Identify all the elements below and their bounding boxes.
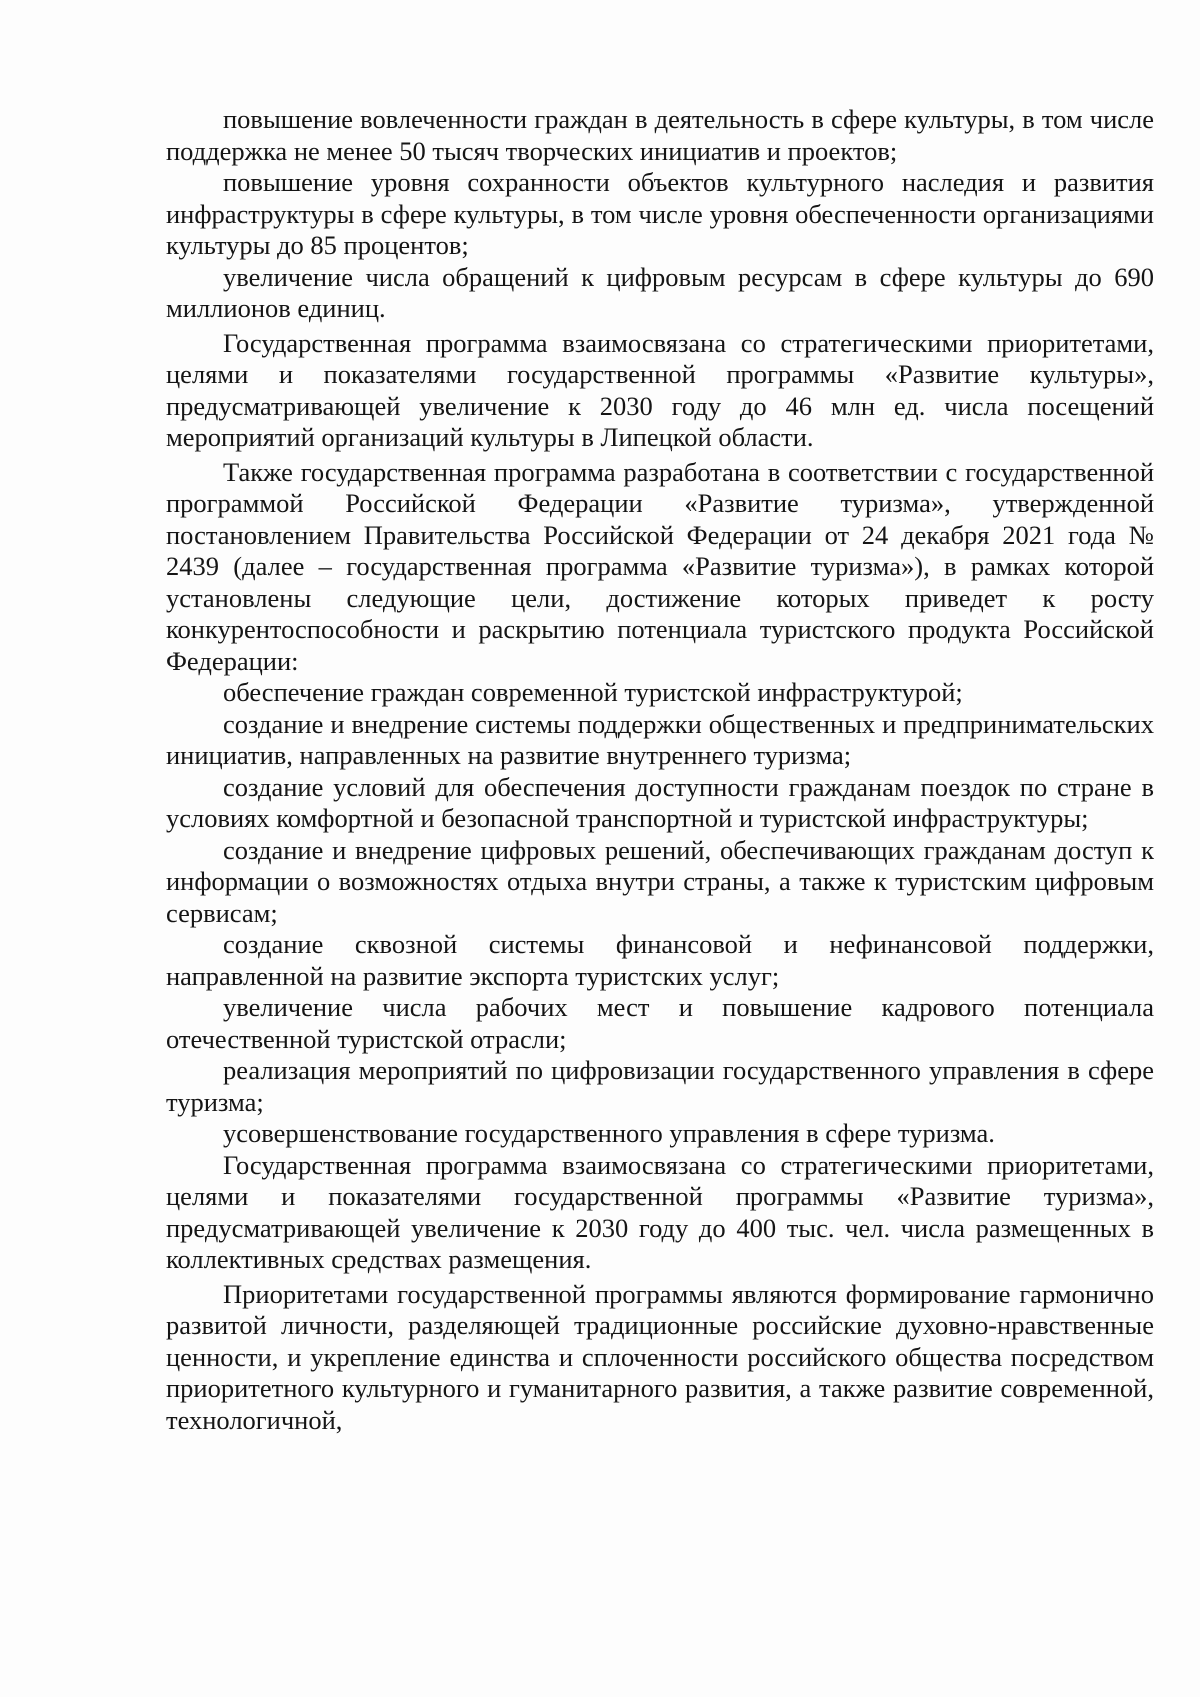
list-item-digital-solutions: создание и внедрение цифровых решений, обеспечивающих гражданам доступ к информации о возможностях отдыха внутри страны, а также к туристским цифровым сервисам;	[166, 834, 1154, 928]
paragraph-tourism-program-link: Государственная программа взаимосвязана со стратегическими приоритетами, целями и показателями государственной программы «Развитие туризма», предусматривающей увеличение к 2030 году до 400 тыс. чел. числа размещенных в коллективных средствах размещения.	[166, 1149, 1154, 1274]
paragraph-culture-program-link: Государственная программа взаимосвязана со стратегическими приоритетами, целями и показателями государственной программы «Развитие культуры», предусматривающей увеличение к 2030 году до 46 млн ед. числа посещений мероприятий организаций культуры в Липецкой области.	[166, 327, 1154, 452]
list-item-jobs-personnel: увеличение числа рабочих мест и повышение кадрового потенциала отечественной туристской отрасли;	[166, 992, 1154, 1054]
paragraph-digital-resources: увеличение числа обращений к цифровым ресурсам в сфере культуры до 690 миллионов единиц.	[166, 261, 1154, 323]
list-item-export-support: создание сквозной системы финансовой и нефинансовой поддержки, направленной на развитие экспорта туристских услуг;	[166, 929, 1154, 991]
list-item-governance-improvement: усовершенствование государственного управления в сфере туризма.	[223, 1118, 995, 1148]
list-item-travel-accessibility: создание условий для обеспечения доступности гражданам поездок по стране в условиях комфортной и безопасной транспортной и туристской инфраструктуры;	[166, 771, 1154, 833]
list-item-support-initiatives: создание и внедрение системы поддержки общественных и предпринимательских инициатив, направленных на развитие внутреннего туризма;	[166, 708, 1154, 770]
paragraph-program-priorities: Приоритетами государственной программы являются формирование гармонично развитой личности, разделяющей традиционные российские духовно-нравственные ценности, и укрепление единства и сплоченности российского общества посредством приоритетного культурного и гуманитарного развития, а также развитие современной, технологичной,	[166, 1278, 1154, 1435]
paragraph-culture-engagement: повышение вовлеченности граждан в деятельность в сфере культуры, в том числе поддержка не менее 50 тысяч творческих инициатив и проектов;	[166, 104, 1154, 166]
document-body	[166, 104, 1154, 1436]
list-item-tourism-infrastructure: обеспечение граждан современной туристской инфраструктурой;	[223, 677, 963, 707]
list-item-digitalization: реализация мероприятий по цифровизации государственного управления в сфере туризма;	[166, 1055, 1154, 1117]
paragraph-tourism-program-basis: Также государственная программа разработана в соответствии с государственной программой Российской Федерации «Развитие туризма», утвержденной постановлением Правительства Российской Федерации от 24 декабря 2021 года № 2439 (далее – государственная программа «Развитие туризма»), в рамках которой установлены следующие цели, достижение которых приведет к росту конкурентоспособности и раскрытию потенциала туристского продукта Российской Федерации:	[166, 456, 1154, 676]
paragraph-heritage-preservation: повышение уровня сохранности объектов культурного наследия и развития инфраструктуры в сфере культуры, в том числе уровня обеспеченности организациями культуры до 85 процентов;	[166, 167, 1154, 260]
